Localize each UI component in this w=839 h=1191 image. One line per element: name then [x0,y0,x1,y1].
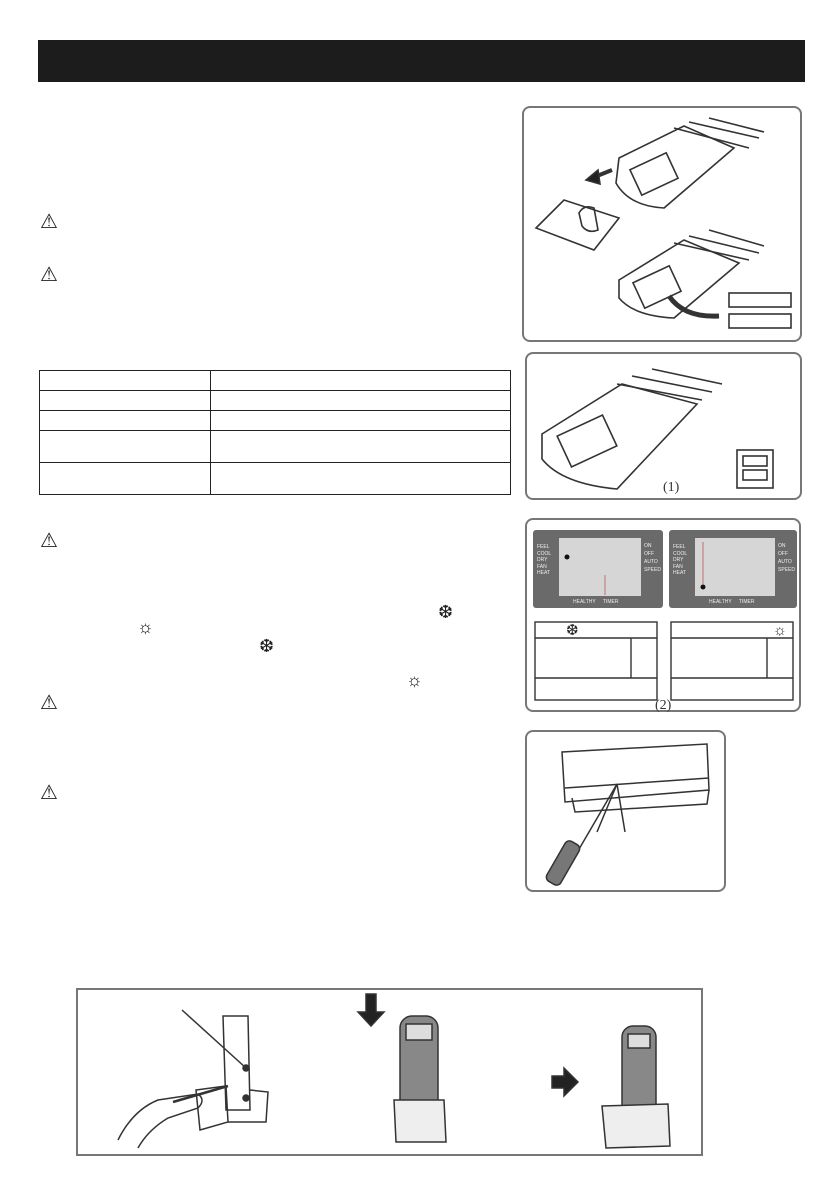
snowflake-icon: ❆ [438,602,454,622]
warning-triangle-icon: ⚠ [40,264,58,286]
table-cell [40,371,211,391]
lcd-status-labels [644,542,661,574]
table-row [40,463,511,495]
display-modes-figure [525,518,801,712]
lcd-mode-labels [673,544,687,577]
sun-icon: ☼ [406,670,423,690]
table-cell [211,411,511,431]
figure-caption: (1) [663,480,680,495]
table-cell [40,463,211,495]
table-row [40,371,511,391]
lcd-label: TIMER [738,599,755,605]
lcd-label: HEALTHY [709,599,732,605]
table-cell [40,411,211,431]
table-row [40,411,511,431]
table-cell [211,463,511,495]
warning-triangle-icon: ⚠ [40,692,58,714]
page-header-bar [38,40,805,82]
snowflake-icon: ❆ [259,636,275,656]
aim-remote-figure [525,730,726,892]
lcd-status-labels [778,542,795,574]
lcd-label: FEEL [673,544,686,550]
aim-remote-illustration [527,732,724,890]
battery-check-figure [525,352,802,500]
sun-icon: ☼ [137,617,154,637]
figure-caption: (2) [655,698,672,713]
lcd-bottom-labels [573,599,618,605]
table-row [40,391,511,411]
lcd-label: FEEL [537,544,550,550]
lcd-label: FAN [673,563,683,570]
battery-install-illustration [524,108,800,340]
holder-mount-figure [76,988,703,1156]
warning-triangle-icon: ⚠ [40,211,58,233]
table-cell [211,431,511,463]
display-modes-illustration [527,520,799,710]
lcd-label: FAN [537,563,547,570]
lcd-label: SPEED [778,567,795,573]
lcd-mode-labels [537,544,551,577]
battery-check-illustration [527,354,800,498]
warning-triangle-icon: ⚠ [40,782,58,804]
spec-table [39,370,511,495]
table-row [40,431,511,463]
table-cell [211,391,511,411]
lcd-label: TIMER [602,599,619,605]
battery-install-figure [522,106,802,342]
lcd-bottom-labels [709,599,754,605]
table-cell [40,431,211,463]
table-cell [40,391,211,411]
lcd-label: ON [644,543,652,549]
lcd-label: DRY [673,557,684,563]
lcd-label: SPEED [644,567,661,573]
lcd-label: OFF [778,551,788,557]
lcd-label: AUTO [778,559,792,565]
lcd-label: COOL [537,550,552,557]
lcd-label: HEALTHY [573,599,596,605]
lcd-label: HEAT [537,570,550,576]
lcd-label: ON [778,543,786,549]
snowflake-icon: ❆ [566,622,579,639]
lcd-label: DRY [537,557,548,563]
lcd-label: COOL [673,550,688,557]
lcd-label: HEAT [673,570,686,576]
holder-mount-illustration [78,990,701,1154]
table-cell [211,371,511,391]
lcd-label: AUTO [644,559,658,565]
lcd-label: OFF [644,551,654,557]
sun-icon: ☼ [773,622,787,639]
warning-triangle-icon: ⚠ [40,530,58,552]
